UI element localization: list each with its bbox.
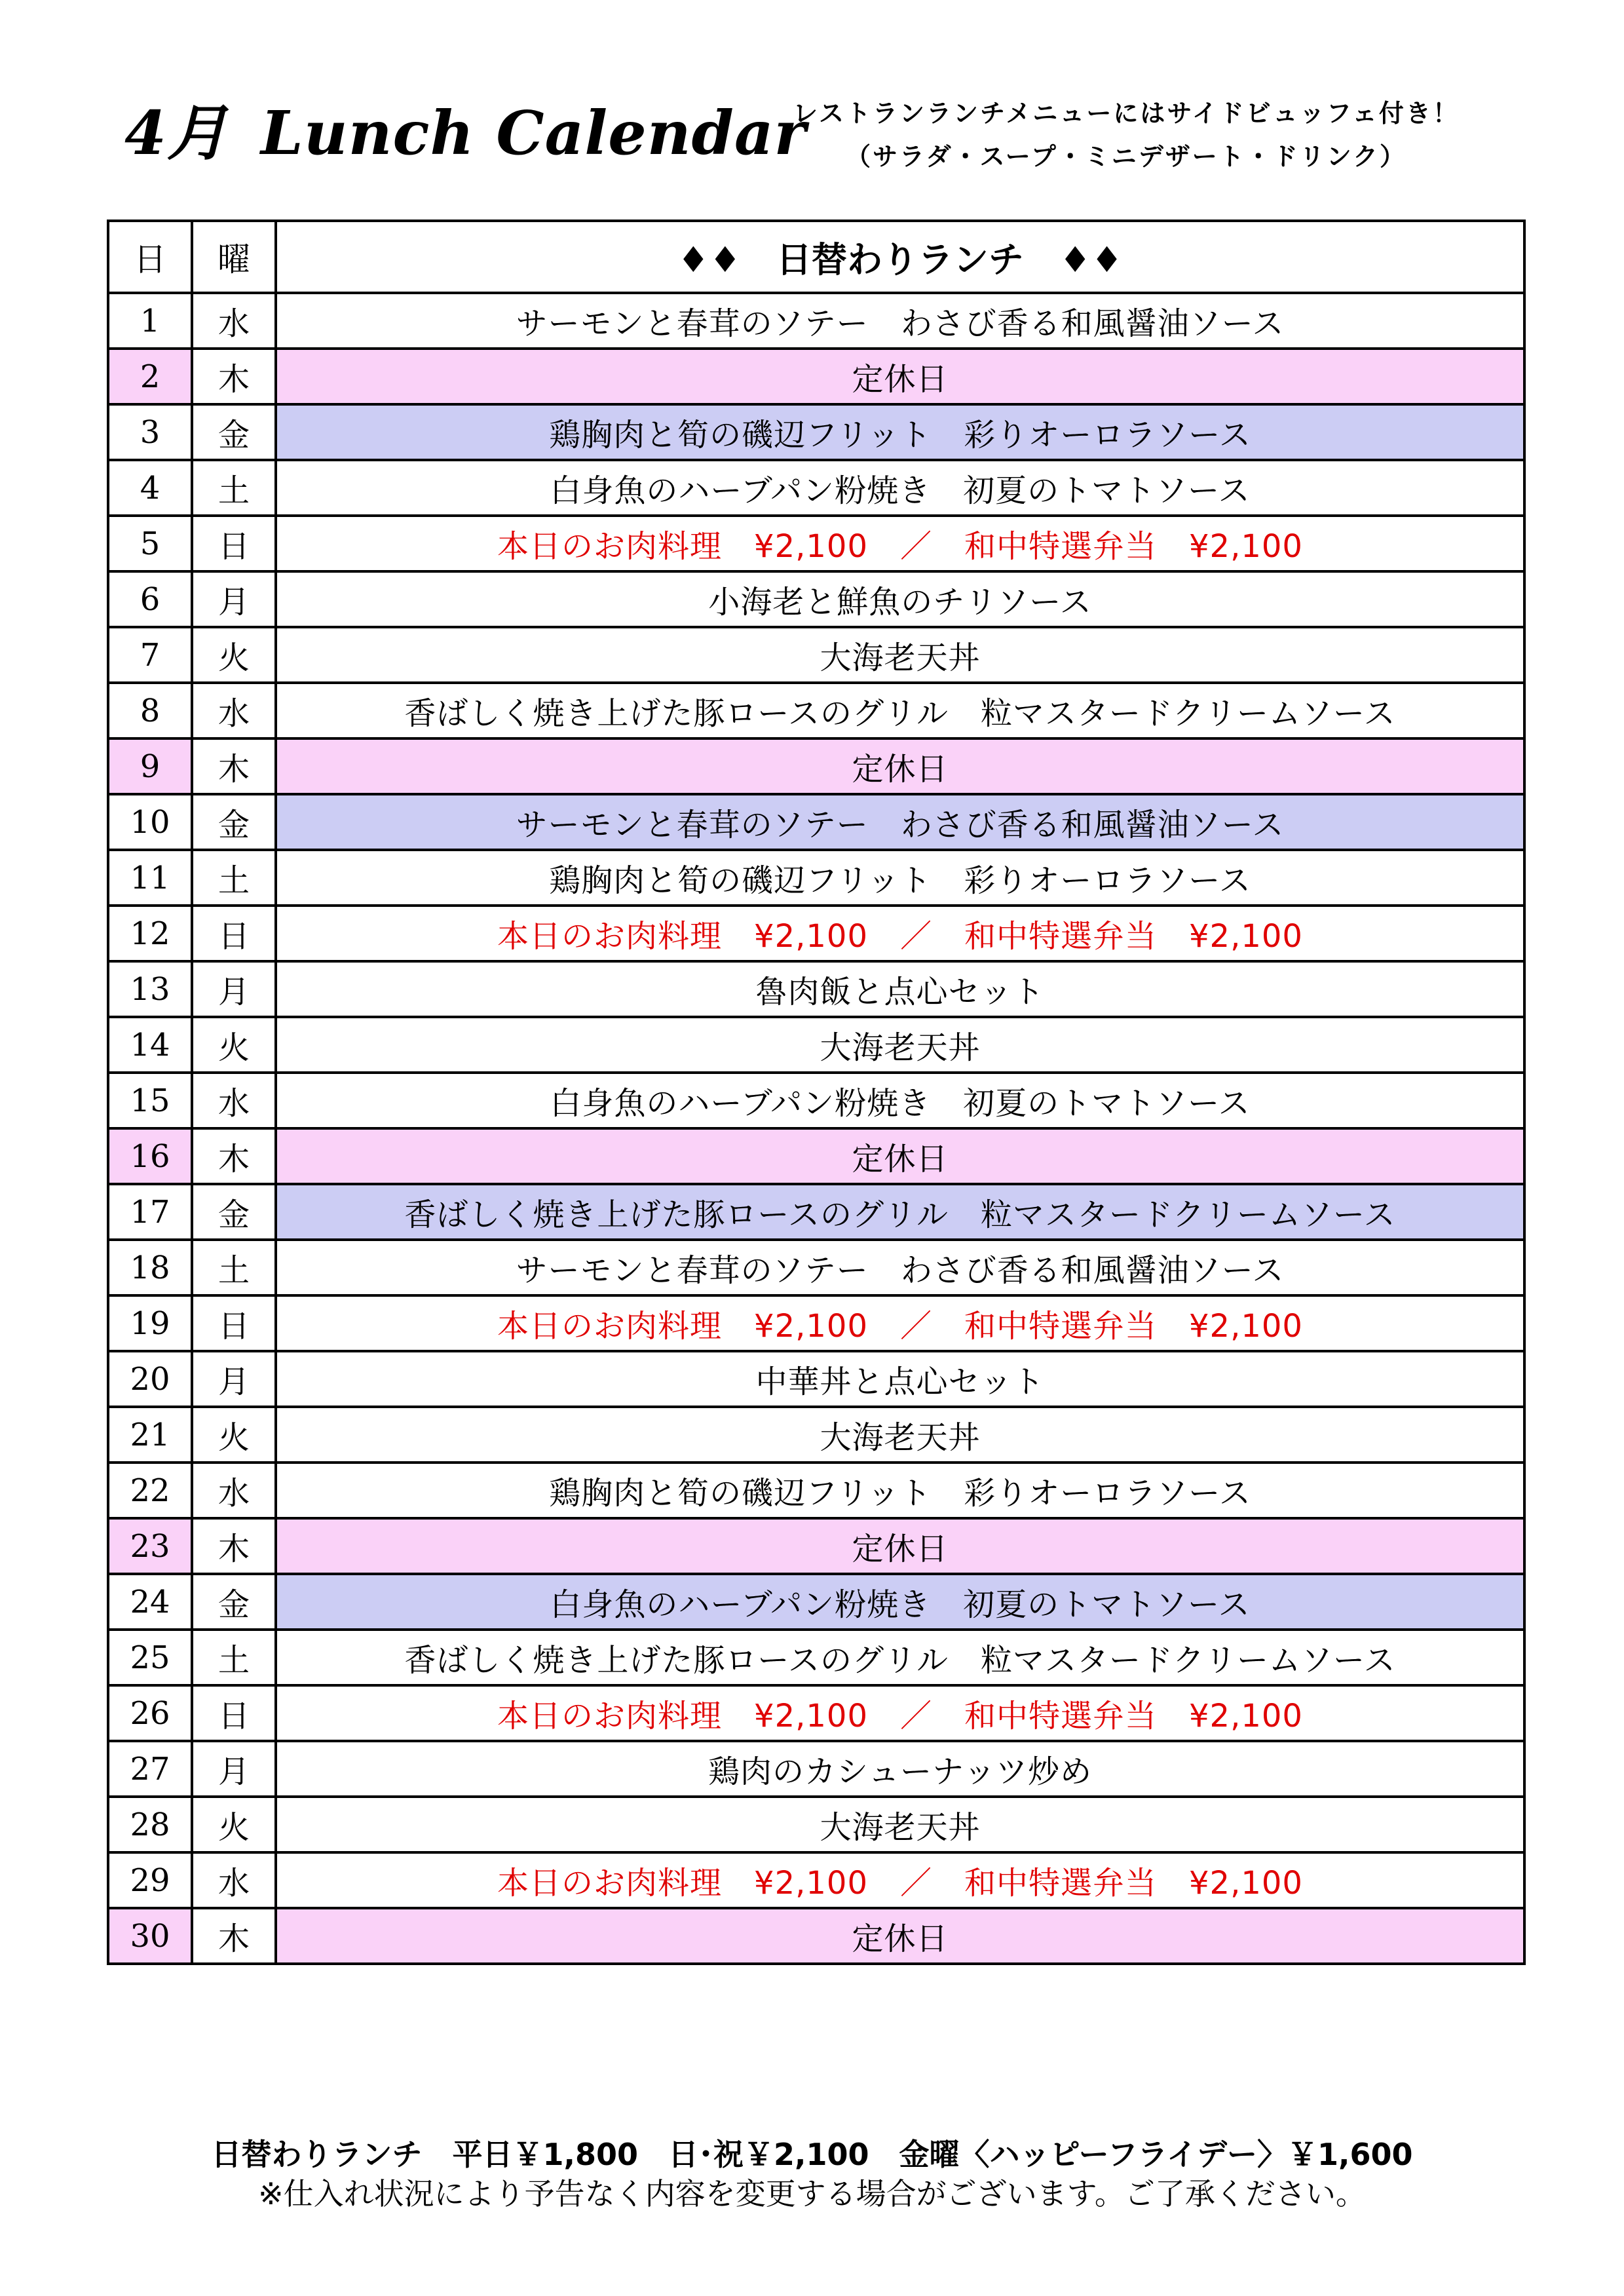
menu-cell: 鶏胸肉と筍の磯辺フリット 彩りオーロラソース bbox=[276, 850, 1524, 906]
day-cell: 1 bbox=[108, 293, 192, 349]
day-cell: 24 bbox=[108, 1574, 192, 1630]
menu-cell: 定休日 bbox=[276, 738, 1524, 794]
menu-cell: サーモンと春茸のソテー わさび香る和風醤油ソース bbox=[276, 1240, 1524, 1295]
table-row bbox=[108, 683, 1524, 738]
day-cell: 30 bbox=[108, 1908, 192, 1964]
table-row bbox=[108, 349, 1524, 404]
weekday-cell: 火 bbox=[192, 1017, 276, 1073]
weekday-cell: 土 bbox=[192, 1630, 276, 1685]
header-menu: ♦♦ 日替わりランチ ♦♦ bbox=[276, 221, 1524, 293]
weekday-cell: 火 bbox=[192, 627, 276, 683]
menu-cell: 白身魚のハーブパン粉焼き 初夏のトマトソース bbox=[276, 460, 1524, 516]
day-cell: 20 bbox=[108, 1351, 192, 1407]
day-cell: 3 bbox=[108, 404, 192, 460]
weekday-cell: 木 bbox=[192, 1518, 276, 1574]
weekday-cell: 日 bbox=[192, 1685, 276, 1741]
menu-cell: 本日のお肉料理 ¥2,100 ／ 和中特選弁当 ¥2,100 bbox=[276, 906, 1524, 961]
menu-cell: 本日のお肉料理 ¥2,100 ／ 和中特選弁当 ¥2,100 bbox=[276, 516, 1524, 571]
menu-cell: 小海老と鮮魚のチリソース bbox=[276, 571, 1524, 627]
table-row bbox=[108, 1240, 1524, 1295]
buffet-note-line2: （サラダ・スープ・ミニデザート・ドリンク） bbox=[845, 142, 1407, 171]
table-row bbox=[108, 1518, 1524, 1574]
table-row bbox=[108, 627, 1524, 683]
menu-cell: 鶏胸肉と筍の磯辺フリット 彩りオーロラソース bbox=[276, 1463, 1524, 1518]
table-row bbox=[108, 1295, 1524, 1351]
weekday-cell: 水 bbox=[192, 1852, 276, 1908]
weekday-cell: 金 bbox=[192, 794, 276, 850]
table-row bbox=[108, 460, 1524, 516]
day-cell: 7 bbox=[108, 627, 192, 683]
table-row bbox=[108, 1574, 1524, 1630]
menu-cell: 白身魚のハーブパン粉焼き 初夏のトマトソース bbox=[276, 1574, 1524, 1630]
menu-cell: サーモンと春茸のソテー わさび香る和風醤油ソース bbox=[276, 293, 1524, 349]
calendar-body bbox=[108, 293, 1524, 1964]
menu-cell: 定休日 bbox=[276, 349, 1524, 404]
day-cell: 28 bbox=[108, 1797, 192, 1852]
day-cell: 2 bbox=[108, 349, 192, 404]
table-row bbox=[108, 1351, 1524, 1407]
weekday-cell: 月 bbox=[192, 1741, 276, 1797]
menu-cell: 香ばしく焼き上げた豚ロースのグリル 粒マスタードクリームソース bbox=[276, 1184, 1524, 1240]
menu-cell: 定休日 bbox=[276, 1908, 1524, 1964]
menu-cell: 大海老天丼 bbox=[276, 1797, 1524, 1852]
day-cell: 8 bbox=[108, 683, 192, 738]
table-row bbox=[108, 794, 1524, 850]
day-cell: 13 bbox=[108, 961, 192, 1017]
day-cell: 16 bbox=[108, 1128, 192, 1184]
buffet-note-line1: レストランランチメニューにはサイドビュッフェ付き！ bbox=[793, 99, 1460, 128]
weekday-cell: 日 bbox=[192, 1295, 276, 1351]
menu-cell: 鶏胸肉と筍の磯辺フリット 彩りオーロラソース bbox=[276, 404, 1524, 460]
table-row bbox=[108, 1685, 1524, 1741]
day-cell: 26 bbox=[108, 1685, 192, 1741]
table-row bbox=[108, 961, 1524, 1017]
title-text: Lunch Calendar bbox=[261, 98, 807, 168]
day-cell: 29 bbox=[108, 1852, 192, 1908]
weekday-cell: 金 bbox=[192, 1574, 276, 1630]
table-row bbox=[108, 1630, 1524, 1685]
weekday-cell: 水 bbox=[192, 293, 276, 349]
title-month: 4月 bbox=[124, 98, 229, 168]
table-row bbox=[108, 1908, 1524, 1964]
day-cell: 27 bbox=[108, 1741, 192, 1797]
weekday-cell: 火 bbox=[192, 1797, 276, 1852]
buffet-note bbox=[733, 92, 1519, 178]
menu-cell: 中華丼と点心セット bbox=[276, 1351, 1524, 1407]
day-cell: 18 bbox=[108, 1240, 192, 1295]
weekday-cell: 水 bbox=[192, 683, 276, 738]
day-cell: 11 bbox=[108, 850, 192, 906]
weekday-cell: 木 bbox=[192, 738, 276, 794]
table-row bbox=[108, 404, 1524, 460]
weekday-cell: 月 bbox=[192, 571, 276, 627]
menu-cell: 白身魚のハーブパン粉焼き 初夏のトマトソース bbox=[276, 1073, 1524, 1128]
weekday-cell: 月 bbox=[192, 1351, 276, 1407]
table-row bbox=[108, 1128, 1524, 1184]
day-cell: 23 bbox=[108, 1518, 192, 1574]
weekday-cell: 木 bbox=[192, 1128, 276, 1184]
weekday-cell: 木 bbox=[192, 1908, 276, 1964]
table-row bbox=[108, 1741, 1524, 1797]
day-cell: 5 bbox=[108, 516, 192, 571]
menu-cell: 本日のお肉料理 ¥2,100 ／ 和中特選弁当 ¥2,100 bbox=[276, 1852, 1524, 1908]
day-cell: 19 bbox=[108, 1295, 192, 1351]
table-row bbox=[108, 850, 1524, 906]
menu-cell: 香ばしく焼き上げた豚ロースのグリル 粒マスタードクリームソース bbox=[276, 1630, 1524, 1685]
menu-cell: サーモンと春茸のソテー わさび香る和風醤油ソース bbox=[276, 794, 1524, 850]
table-row bbox=[108, 906, 1524, 961]
footer-prices: 日替わりランチ 平日￥1,800 日･祝￥2,100 金曜〈ハッピーフライデー〉￥1,600 bbox=[211, 2137, 1413, 2172]
table-row bbox=[108, 1463, 1524, 1518]
table-row bbox=[108, 571, 1524, 627]
weekday-cell: 日 bbox=[192, 516, 276, 571]
table-row bbox=[108, 1017, 1524, 1073]
page-title bbox=[124, 85, 806, 172]
header-day: 日 bbox=[108, 221, 192, 293]
weekday-cell: 土 bbox=[192, 850, 276, 906]
day-cell: 12 bbox=[108, 906, 192, 961]
weekday-cell: 土 bbox=[192, 1240, 276, 1295]
menu-cell: 香ばしく焼き上げた豚ロースのグリル 粒マスタードクリームソース bbox=[276, 683, 1524, 738]
weekday-cell: 金 bbox=[192, 404, 276, 460]
table-row bbox=[108, 1852, 1524, 1908]
footer-disclaimer: ※仕入れ状況により予告なく内容を変更する場合がございます。ご了承ください。 bbox=[258, 2176, 1366, 2211]
menu-cell: 定休日 bbox=[276, 1128, 1524, 1184]
day-cell: 14 bbox=[108, 1017, 192, 1073]
day-cell: 9 bbox=[108, 738, 192, 794]
table-row bbox=[108, 1797, 1524, 1852]
day-cell: 4 bbox=[108, 460, 192, 516]
day-cell: 21 bbox=[108, 1407, 192, 1463]
footer bbox=[0, 2135, 1624, 2213]
table-row bbox=[108, 1073, 1524, 1128]
menu-cell: 本日のお肉料理 ¥2,100 ／ 和中特選弁当 ¥2,100 bbox=[276, 1685, 1524, 1741]
menu-cell: 魯肉飯と点心セット bbox=[276, 961, 1524, 1017]
weekday-cell: 水 bbox=[192, 1463, 276, 1518]
day-cell: 10 bbox=[108, 794, 192, 850]
day-cell: 17 bbox=[108, 1184, 192, 1240]
day-cell: 22 bbox=[108, 1463, 192, 1518]
header-weekday: 曜 bbox=[192, 221, 276, 293]
menu-cell: 定休日 bbox=[276, 1518, 1524, 1574]
table-row bbox=[108, 1407, 1524, 1463]
table-row bbox=[108, 293, 1524, 349]
day-cell: 15 bbox=[108, 1073, 192, 1128]
weekday-cell: 火 bbox=[192, 1407, 276, 1463]
menu-cell: 大海老天丼 bbox=[276, 627, 1524, 683]
table-row bbox=[108, 738, 1524, 794]
day-cell: 6 bbox=[108, 571, 192, 627]
weekday-cell: 月 bbox=[192, 961, 276, 1017]
weekday-cell: 土 bbox=[192, 460, 276, 516]
table-header-row bbox=[108, 221, 1524, 293]
menu-cell: 大海老天丼 bbox=[276, 1407, 1524, 1463]
menu-cell: 大海老天丼 bbox=[276, 1017, 1524, 1073]
table-row bbox=[108, 1184, 1524, 1240]
day-cell: 25 bbox=[108, 1630, 192, 1685]
weekday-cell: 日 bbox=[192, 906, 276, 961]
table-row bbox=[108, 516, 1524, 571]
lunch-calendar-table bbox=[107, 220, 1526, 1965]
menu-cell: 本日のお肉料理 ¥2,100 ／ 和中特選弁当 ¥2,100 bbox=[276, 1295, 1524, 1351]
weekday-cell: 水 bbox=[192, 1073, 276, 1128]
menu-cell: 鶏肉のカシューナッツ炒め bbox=[276, 1741, 1524, 1797]
weekday-cell: 木 bbox=[192, 349, 276, 404]
weekday-cell: 金 bbox=[192, 1184, 276, 1240]
